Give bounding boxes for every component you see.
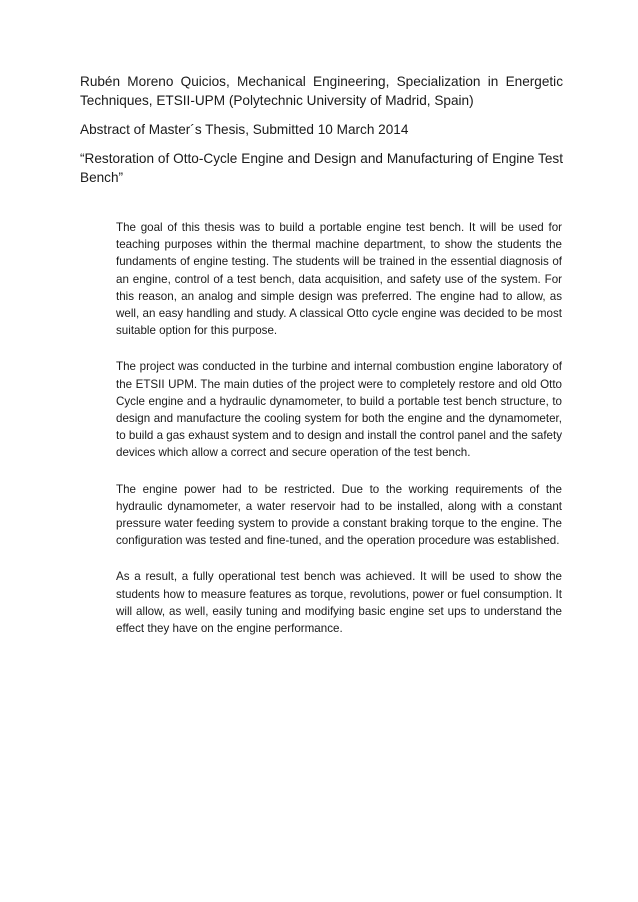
abstract-submission-line: Abstract of Master´s Thesis, Submitted 10 March 2014 <box>80 122 409 137</box>
document-header <box>80 72 563 187</box>
abstract-paragraph-4: As a result, a fully operational test bench was achieved. It will be used to show the students how to measure features as torque, revolutions, power or fuel consumption. It will allow, as well, easily tuning and modifying basic engine set ups to understand the effect they have on the engine performance. <box>116 570 562 636</box>
abstract-body <box>116 219 562 656</box>
abstract-paragraph-1: The goal of this thesis was to build a portable engine test bench. It will be used for teaching purposes within the thermal machine department, to show the students the fundaments of engine testing. The students will be trained in the essential diagnosis of an engine, control of a test bench, data acquisition, and safety use of the system. For this reason, an analog and simple design was preferred. The engine had to allow, as well, an easy handling and study. A classical Otto cycle engine was decided to be most suitable option for this purpose. <box>116 221 562 338</box>
abstract-paragraph-2: The project was conducted in the turbine and internal combustion engine laboratory of the ETSII UPM. The main duties of the project were to completely restore and old Otto Cycle engine and a hydraulic dynamometer, to build a portable test bench structure, to design and manufacture the cooling system for both the engine and the dynamometer, to build a gas exhaust system and to design and install the control panel and the safety devices which allow a correct and secure operation of the test bench. <box>116 360 563 460</box>
author-line: Rubén Moreno Quicios, Mechanical Engineering, Specialization in Energetic Techniques, ETSII-UPM (Polytechnic University of Madrid, Spain) <box>80 74 563 108</box>
thesis-title: “Restoration of Otto-Cycle Engine and Design and Manufacturing of Engine Test Bench” <box>80 151 563 185</box>
abstract-paragraph-3: The engine power had to be restricted. Due to the working requirements of the hydraulic dynamometer, a water reservoir had to be installed, along with a constant pressure water feeding system to provide a constant braking torque to the engine. The configuration was tested and fine-tuned, and the operation procedure was established. <box>116 482 562 548</box>
